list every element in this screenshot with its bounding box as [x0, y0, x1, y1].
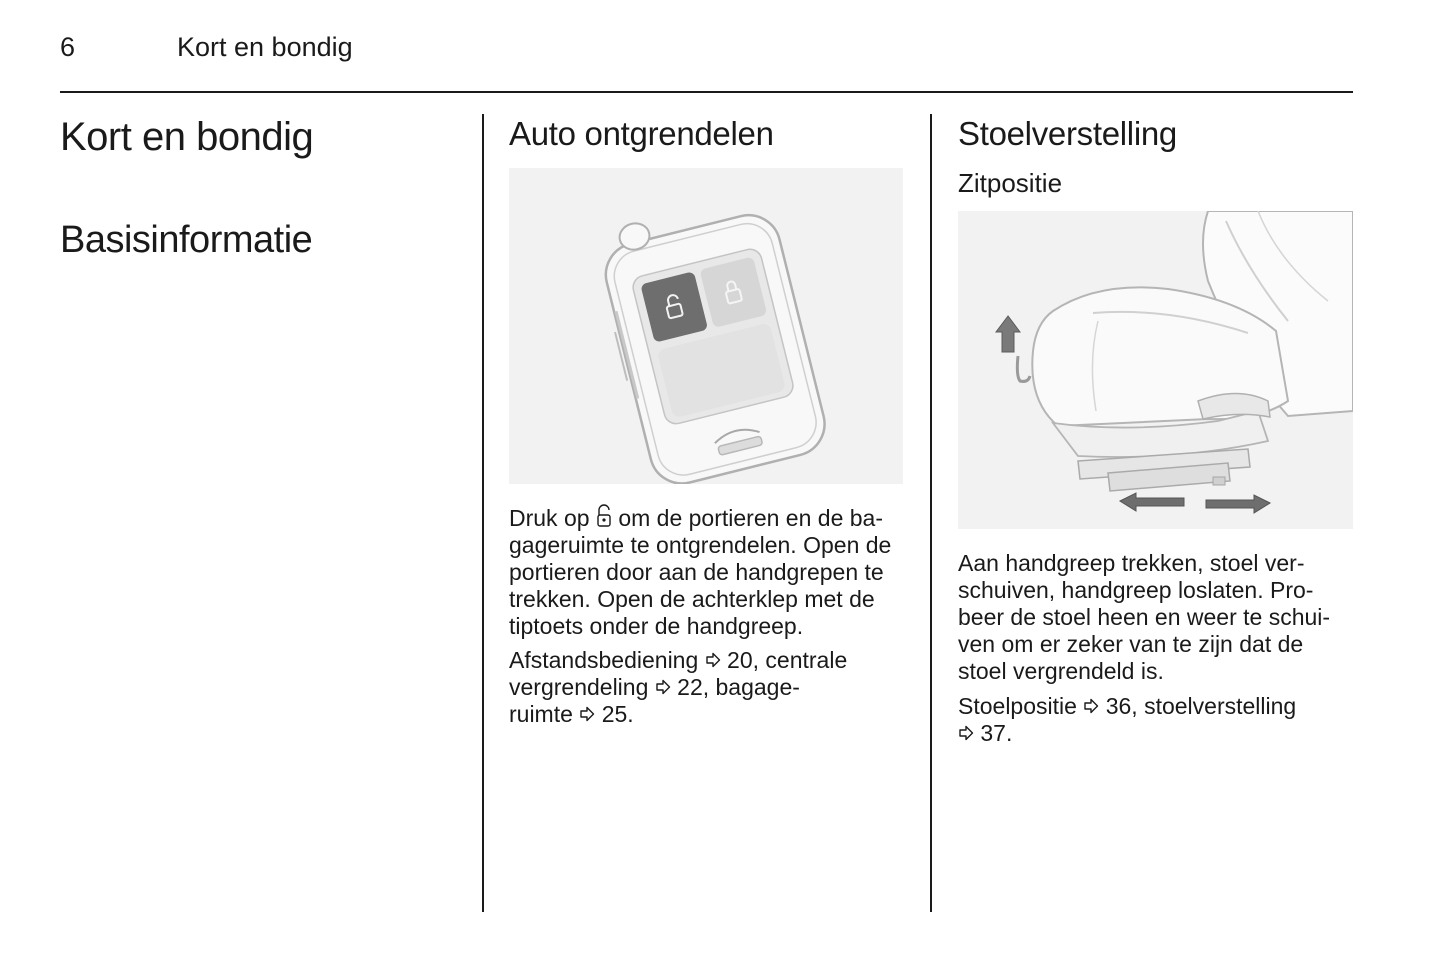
- page-reference[interactable]: 22, bagage-: [677, 674, 800, 700]
- paragraph-seat-instructions: [958, 550, 1358, 685]
- text-line: [509, 647, 909, 674]
- section-title-stoelverstelling: Stoelverstelling: [958, 115, 1177, 152]
- page-reference[interactable]: 25.: [601, 701, 634, 727]
- chapter-title: Kort en bondig: [60, 115, 314, 159]
- column-1: [60, 112, 460, 264]
- page-reference-arrow-icon: [958, 725, 974, 741]
- header-divider: [60, 91, 1353, 93]
- text-line: [958, 720, 1358, 747]
- section-title-auto-ontgrendelen: Auto ontgrendelen: [509, 115, 774, 152]
- text-line: ven om er zeker van te zijn dat de: [958, 631, 1304, 657]
- paragraph-unlock-instructions: [509, 504, 909, 640]
- page-reference-arrow-icon: [1083, 698, 1099, 714]
- column-2: [509, 112, 909, 728]
- page-reference-arrow-icon: [579, 706, 595, 722]
- text-fragment: Druk op: [509, 505, 590, 531]
- text-line: [509, 504, 909, 532]
- subsection-title-zitpositie: Zitpositie: [958, 168, 1063, 198]
- text-line: stoel vergrendeld is.: [958, 658, 1164, 684]
- text-line: [958, 693, 1358, 720]
- column-divider-right: [930, 114, 932, 912]
- text-line: beer de stoel heen en weer te schui-: [958, 604, 1331, 630]
- text-line: schuiven, handgreep loslaten. Pro-: [958, 577, 1314, 603]
- text-fragment: ruimte: [509, 701, 573, 727]
- text-line: [509, 674, 909, 701]
- page-reference[interactable]: 36, stoelverstelling: [1105, 693, 1297, 719]
- text-line: Aan handgreep trekken, stoel ver-: [958, 550, 1305, 576]
- column-3: [958, 112, 1358, 747]
- text-fragment: Afstandsbediening: [509, 647, 699, 673]
- page-reference[interactable]: 37.: [980, 720, 1013, 746]
- page-reference-arrow-icon: [655, 679, 671, 695]
- seat-adjustment-icon: [958, 211, 1353, 529]
- page-reference[interactable]: 20, centrale: [727, 647, 848, 673]
- text-line: gageruimte te ontgrendelen. Open de: [509, 532, 892, 558]
- text-line: portieren door aan de handgrepen te: [509, 559, 884, 585]
- text-line: tiptoets onder de handgreep.: [509, 613, 804, 639]
- paragraph-cross-references: [509, 647, 909, 728]
- section-title-basisinformatie: Basisinformatie: [60, 219, 313, 261]
- column-divider-left: [482, 114, 484, 912]
- page-reference-arrow-icon: [705, 652, 721, 668]
- text-fragment: vergrendeling: [509, 674, 649, 700]
- car-key-fob-icon: [509, 168, 903, 484]
- text-line: [509, 701, 909, 728]
- running-title: Kort en bondig: [177, 32, 353, 62]
- page-number: 6: [60, 32, 76, 62]
- car-key-fob-figure: [509, 168, 903, 484]
- seat-adjustment-figure: [958, 211, 1353, 529]
- paragraph-seat-cross-references: [958, 693, 1358, 747]
- text-fragment: om de portieren en de ba-: [618, 505, 883, 531]
- text-fragment: Stoelpositie: [958, 693, 1077, 719]
- unlock-icon: [596, 504, 612, 528]
- text-line: trekken. Open de achterklep met de: [509, 586, 875, 612]
